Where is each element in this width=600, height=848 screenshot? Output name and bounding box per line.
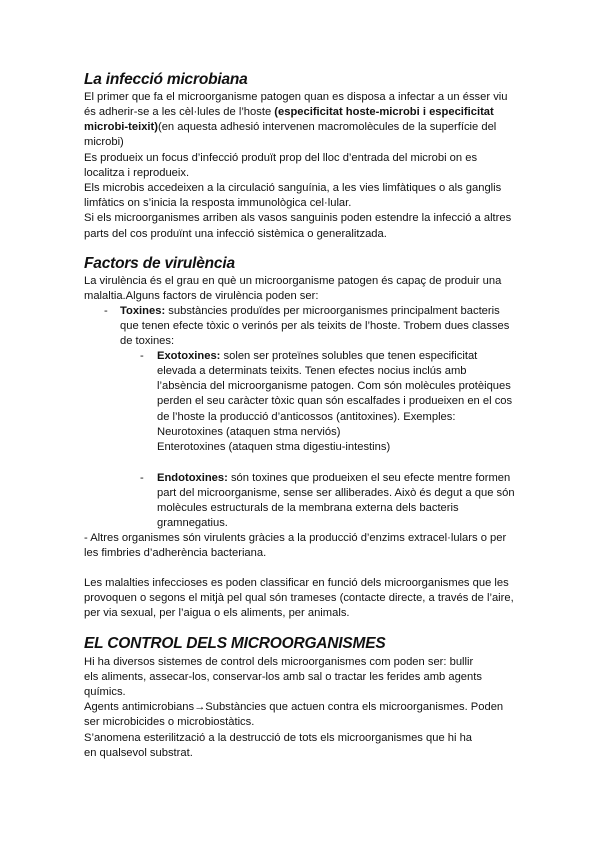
paragraph-line: S’anomena esterilització a la destrucció de tots els microorganismes que hi ha xyxy=(84,732,473,744)
paragraph-line: limfàtics on s’inicia la resposta immunològica cel·lular. xyxy=(84,197,352,209)
heading-control-microorganismes: EL CONTROL DELS MICROORGANISMES xyxy=(84,635,386,652)
paragraph-line: microbi-teixit)(en aquesta adhesió intervenen macromolècules de la superfície del xyxy=(84,121,497,133)
paragraph-line: Hi ha diversos sistemes de control dels microorganismes com poden ser: bullir xyxy=(84,656,474,668)
paragraph-line: El primer que fa el microorganisme patogen quan es disposa a infectar a un ésser viu xyxy=(84,91,508,103)
paragraph-line: - Altres organismes són virulents gràcies a la producció d’enzims extracel·lulars o per xyxy=(84,532,507,544)
sublist-item-line: perden el seu caràcter tòxic quan són escalfades i produeixen en el cos xyxy=(157,395,513,407)
paragraph-line: Els microbis accedeixen a la circulació sanguínia, a les vies limfàtiques o als ganglis xyxy=(84,182,502,194)
sublist-item-line: elevada a determinats teixits. Tenen efectes nocius inclús amb xyxy=(157,365,467,377)
paragraph-line: malaltia.Alguns factors de virulència poden ser: xyxy=(84,290,319,302)
paragraph-line: Si els microorganismes arriben als vasos sanguinis poden estendre la infecció a altres xyxy=(84,212,512,224)
heading-factors-virulencia: Factors de virulència xyxy=(84,255,235,272)
list-item-line: Toxines: substàncies produïdes per microorganismes principalment bacteris xyxy=(120,305,500,317)
bold-text: microbi-teixit) xyxy=(84,121,158,133)
paragraph-line: Agents antimicrobians→Substàncies que actuen contra els microorganismes. Poden xyxy=(84,701,504,713)
sublist-item-line: l’absència del microorganisme patogen. Com són molècules protèiques xyxy=(157,380,511,392)
paragraph-line: La virulència és el grau en què un microorganisme patogen és capaç de produir una xyxy=(84,275,502,287)
paragraph-line: ser microbicides o microbiostàtics. xyxy=(84,716,255,728)
bold-text: (especificitat hoste-microbi i especificitat xyxy=(274,106,494,118)
sublist-item-line: gramnegatius. xyxy=(157,517,228,529)
sublist-dash: - xyxy=(140,472,144,484)
paragraph-line: les fimbries d’adherència bacteriana. xyxy=(84,547,267,559)
list-dash: - xyxy=(104,305,108,317)
sublist-item-line: Neurotoxines (ataquen stma nerviós) xyxy=(157,426,341,438)
list-item-line: de toxines: xyxy=(120,335,175,347)
paragraph-line: localitza i reprodueix. xyxy=(84,167,190,179)
paragraph-line: provoquen o segons el mitjà pel qual són trameses (contacte directe, a través de l’aire, xyxy=(84,592,514,604)
paragraph-line: microbi) xyxy=(84,136,124,148)
sublist-item-line: Enterotoxines (ataquen stma digestiu-intestins) xyxy=(157,441,391,453)
paragraph-line: Es produeix un focus d’infecció produït prop del lloc d’entrada del microbi on es xyxy=(84,152,478,164)
paragraph-line: per via sexual, per l’aigua o els aliments, per animals. xyxy=(84,607,350,619)
bold-term-toxines: Toxines: xyxy=(120,305,166,317)
paragraph-line: els aliments, assecar-los, conservar-los amb sal o tractar les ferides amb agents xyxy=(84,671,482,683)
sublist-item-line: molècules estructurals de la membrana externa dels bacteris xyxy=(157,502,459,514)
sublist-item-line: part del microorganisme, sense ser alliberades. Això és degut a que són xyxy=(157,487,515,499)
paragraph-line: Les malalties infeccioses es poden classificar en funció dels microorganismes que les xyxy=(84,577,509,589)
sublist-item-line: de l’hoste la producció d’anticossos (antitoxines). Exemples: xyxy=(157,411,456,423)
paragraph-line: és adherir-se a les cèl·lules de l’hoste (especificitat hoste-microbi i especificitat xyxy=(84,106,494,118)
paragraph-line: parts del cos produïnt una infecció sistèmica o generalitzada. xyxy=(84,228,387,240)
paragraph-line: en qualsevol substrat. xyxy=(84,747,193,759)
sublist-item-line: Exotoxines: solen ser proteïnes solubles que tenen especificitat xyxy=(157,350,478,362)
sublist-dash: - xyxy=(140,350,144,362)
paragraph-line: químics. xyxy=(84,686,126,698)
bold-term-endotoxines: Endotoxines: xyxy=(157,472,228,484)
bold-term-exotoxines: Exotoxines: xyxy=(157,350,221,362)
sublist-item-line: Endotoxines: són toxines que produeixen el seu efecte mentre formen xyxy=(157,472,511,484)
list-item-line: que tenen efecte tòxic o verinós per als teixits de l’hoste. Trobem dues classes xyxy=(120,320,510,332)
heading-infeccio-microbiana: La infecció microbiana xyxy=(84,71,248,88)
